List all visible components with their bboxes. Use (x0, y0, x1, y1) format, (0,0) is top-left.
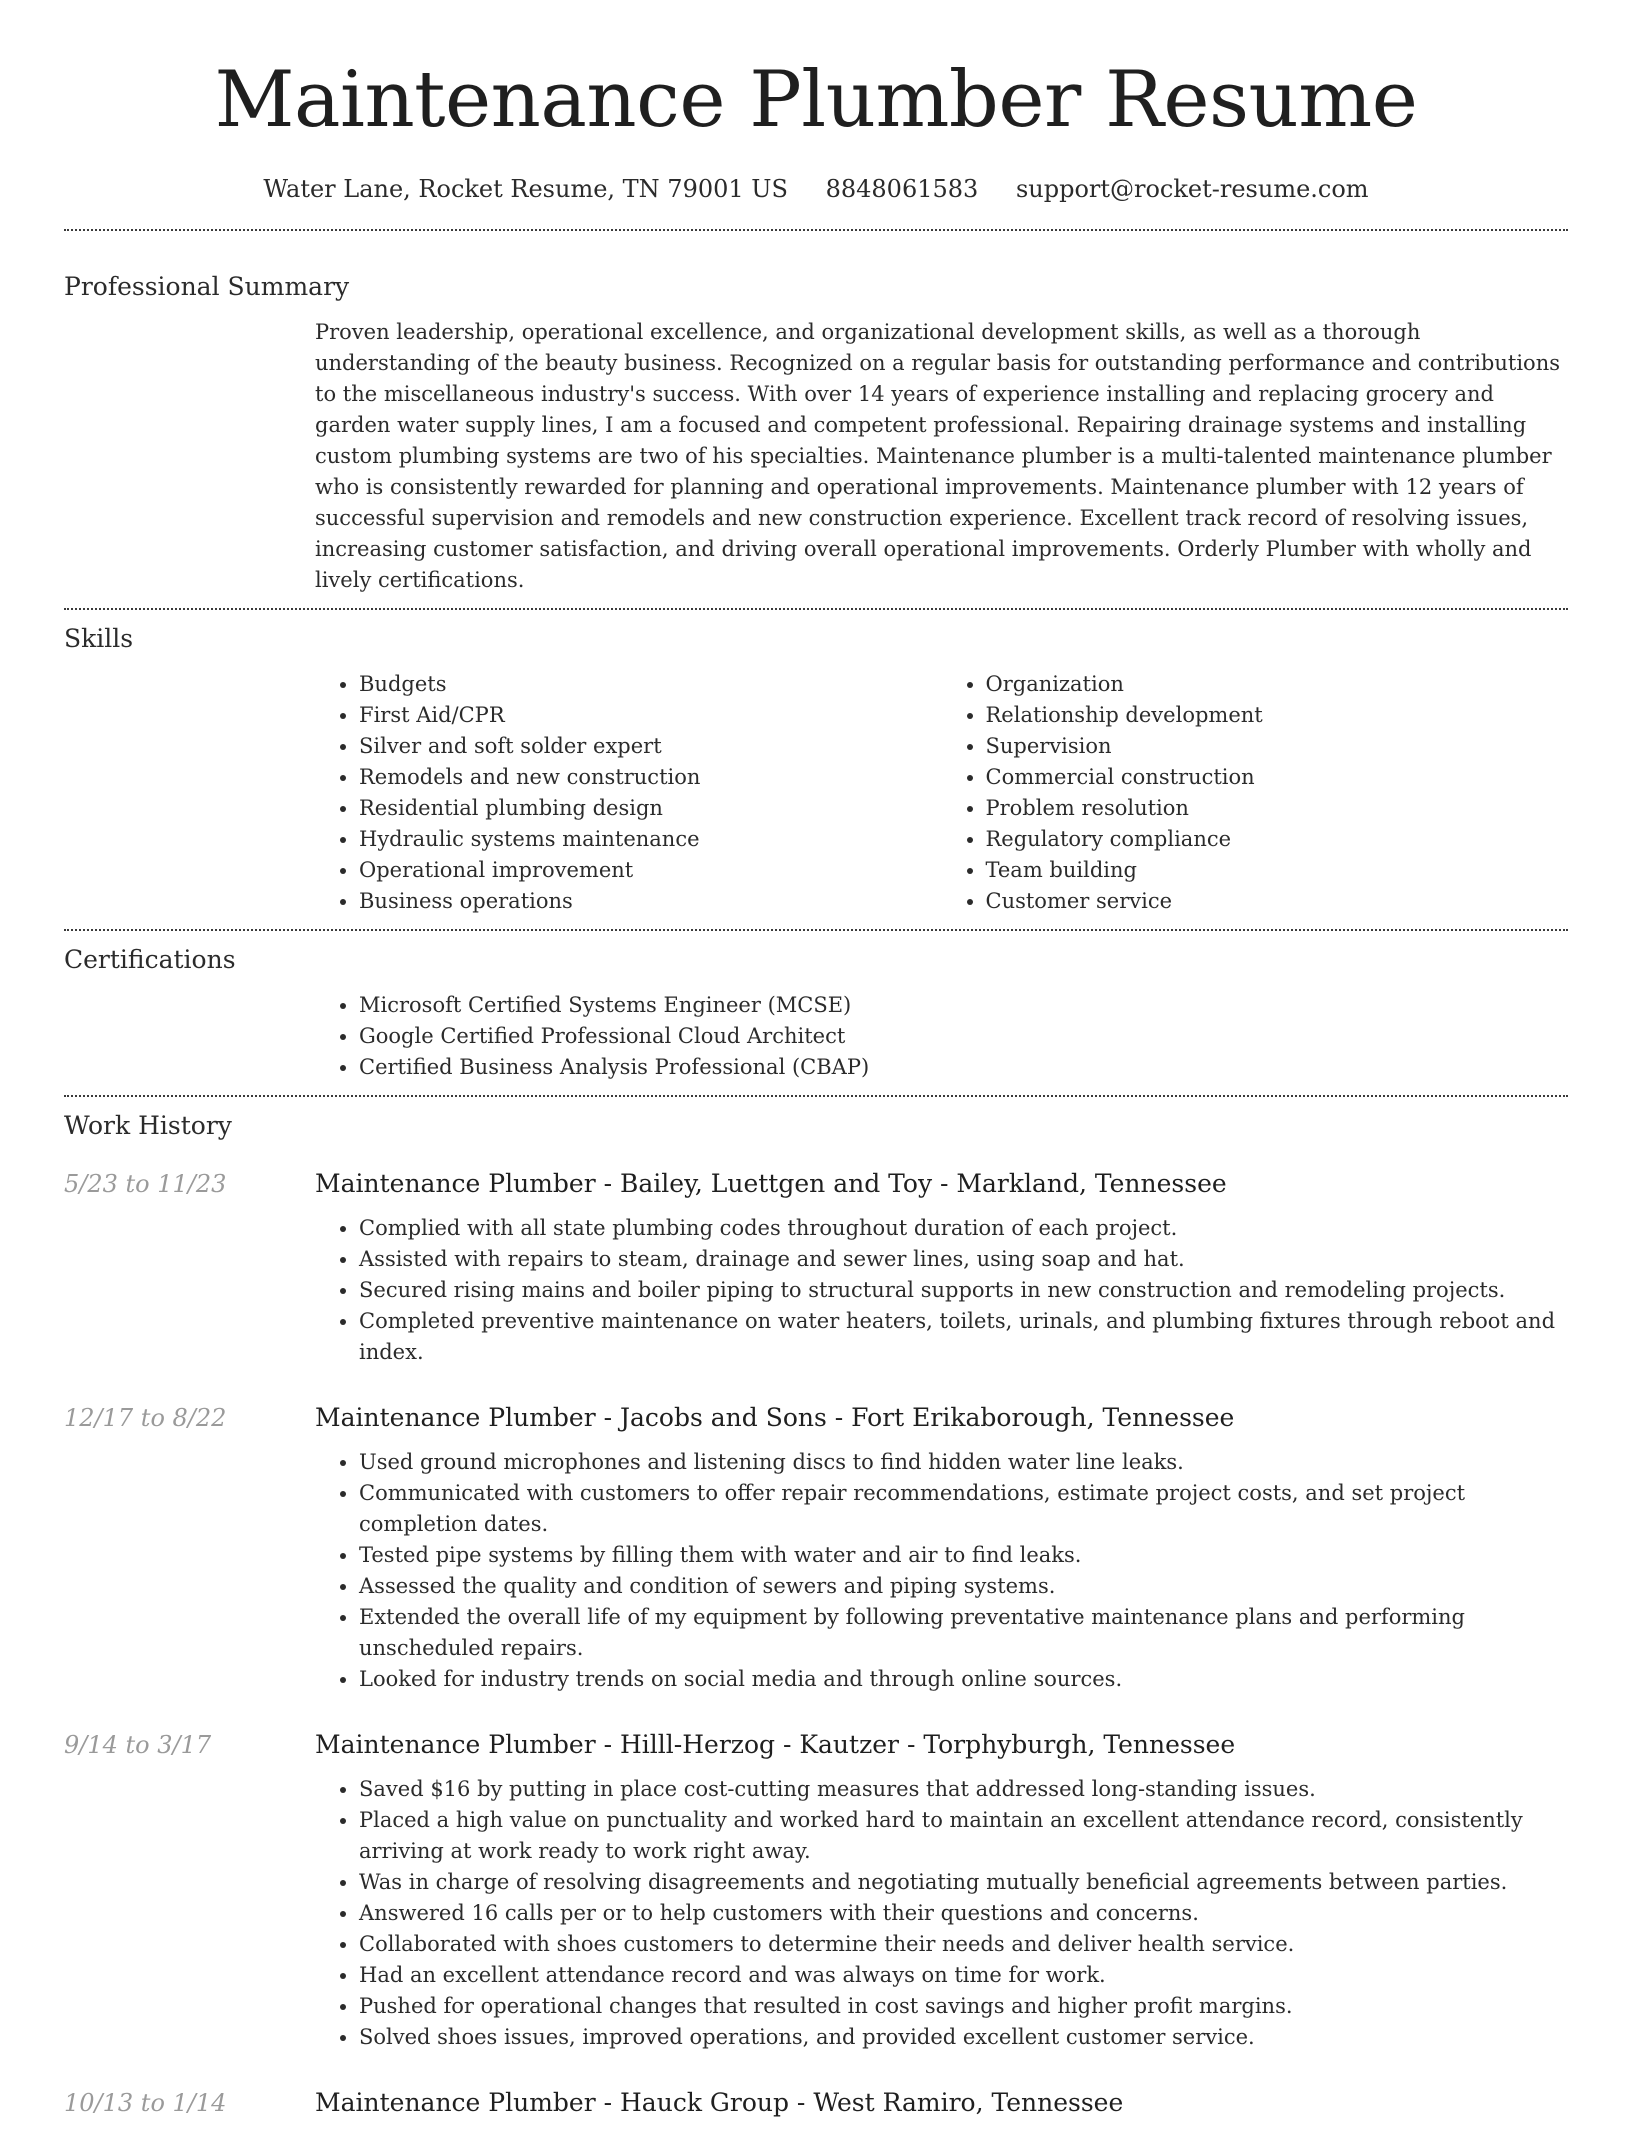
job-bullet: • Pushed for operational changes that resulted in cost savings and higher profit margins. (359, 1991, 1568, 2022)
section-divider (64, 1095, 1568, 1097)
job-entry (64, 1401, 1568, 1695)
certification-item: • Google Certified Professional Cloud Architect (359, 1021, 1568, 1052)
contact-email: support@rocket-resume.com (1015, 175, 1369, 203)
job-dates: 10/13 to 1/14 (64, 2089, 227, 2117)
work-history-heading: Work History (64, 1111, 232, 1140)
job-title: Maintenance Plumber - Bailey, Luettgen and Toy - Markland, Tennessee (315, 1169, 1227, 1198)
skill-item: • Operational improvement (359, 855, 942, 886)
skill-item: • Customer service (986, 886, 1569, 917)
summary-section (64, 270, 1568, 596)
skills-column-left (315, 669, 942, 917)
skills-list (315, 669, 1568, 917)
job-bullet: • Collaborated with shoes customers to determine their needs and deliver health service. (359, 1929, 1568, 1960)
job-dates: 9/14 to 3/17 (64, 1731, 212, 1759)
contact-line (64, 173, 1568, 205)
job-entry (64, 2086, 1568, 2132)
skill-item: • Hydraulic systems maintenance (359, 824, 942, 855)
skill-item: • Regulatory compliance (986, 824, 1569, 855)
skill-item: • Supervision (986, 731, 1569, 762)
resume-title: Maintenance Plumber Resume (214, 55, 1418, 145)
job-bullet: • Completed preventive maintenance on water heaters, toilets, urinals, and plumbing fixtures through reboot and index. (359, 1306, 1568, 1368)
skill-item: • Residential plumbing design (359, 793, 942, 824)
contact-phone: 8848061583 (825, 175, 979, 203)
job-bullet: • Was in charge of resolving disagreements and negotiating mutually beneficial agreements between parties. (359, 1867, 1568, 1898)
job-bullet: • Answered 16 calls per or to help customers with their questions and concerns. (359, 1898, 1568, 1929)
job-entry (64, 1728, 1568, 2053)
work-history-section (64, 1109, 1568, 2132)
job-bullet: • Tested pipe systems by filling them with water and air to find leaks. (359, 1540, 1568, 1571)
job-bullets (315, 1213, 1568, 1368)
job-bullet: • Communicated with customers to offer repair recommendations, estimate project costs, and set project completion dates. (359, 1478, 1568, 1540)
skill-item: • Silver and soft solder expert (359, 731, 942, 762)
job-bullet: • Looked for industry trends on social media and through online sources. (359, 1664, 1568, 1695)
section-divider (64, 608, 1568, 610)
skill-item: • Problem resolution (986, 793, 1569, 824)
certification-item: • Microsoft Certified Systems Engineer (MCSE) (359, 990, 1568, 1021)
job-bullets (315, 1774, 1568, 2053)
certifications-section (64, 943, 1568, 1083)
skill-item: • Budgets (359, 669, 942, 700)
job-bullet: • Complied with all state plumbing codes throughout duration of each project. (359, 1213, 1568, 1244)
skill-item: • Commercial construction (986, 762, 1569, 793)
job-dates: 12/17 to 8/22 (64, 1404, 227, 1432)
certifications-heading: Certifications (64, 945, 236, 974)
job-title: Maintenance Plumber - Hauck Group - West Ramiro, Tennessee (315, 2088, 1124, 2117)
job-bullet: • Assessed the quality and condition of sewers and piping systems. (359, 1571, 1568, 1602)
job-bullet: • Saved $16 by putting in place cost-cutting measures that addressed long-standing issues. (359, 1774, 1568, 1805)
contact-address: Water Lane, Rocket Resume, TN 79001 US (263, 175, 788, 203)
skills-section (64, 622, 1568, 917)
job-bullet: • Secured rising mains and boiler piping to structural supports in new construction and remodeling projects. (359, 1275, 1568, 1306)
skill-item: • Organization (986, 669, 1569, 700)
job-title: Maintenance Plumber - Hilll-Herzog - Kautzer - Torphyburgh, Tennessee (315, 1730, 1236, 1759)
job-bullet: • Solved shoes issues, improved operations, and provided excellent customer service. (359, 2022, 1568, 2053)
job-dates: 5/23 to 11/23 (64, 1170, 227, 1198)
job-bullet: • Extended the overall life of my equipment by following preventative maintenance plans and performing unscheduled repairs. (359, 1602, 1568, 1664)
summary-heading: Professional Summary (64, 272, 350, 301)
job-title: Maintenance Plumber - Jacobs and Sons - Fort Erikaborough, Tennessee (315, 1403, 1235, 1432)
section-divider (64, 229, 1568, 231)
job-entry (64, 1167, 1568, 1368)
job-bullet: • Had an excellent attendance record and was always on time for work. (359, 1960, 1568, 1991)
skills-heading: Skills (64, 624, 134, 653)
certification-item: • Certified Business Analysis Professional (CBAP) (359, 1052, 1568, 1083)
resume-page (64, 0, 1568, 2132)
skill-item: • Relationship development (986, 700, 1569, 731)
certifications-list (315, 990, 1568, 1083)
skill-item: • Remodels and new construction (359, 762, 942, 793)
skill-item: • Team building (986, 855, 1569, 886)
skills-column-right (942, 669, 1569, 917)
skill-item: • Business operations (359, 886, 942, 917)
section-divider (64, 929, 1568, 931)
job-bullet: • Assisted with repairs to steam, drainage and sewer lines, using soap and hat. (359, 1244, 1568, 1275)
summary-text: Proven leadership, operational excellence, and organizational development skills, as well as a thorough understanding of the beauty business. Recognized on a regular basis for outstanding performance and contributions to the miscellaneous industry's success. With over 14 years of experience installing and replacing grocery and garden water supply lines, I am a focused and competent professional. Repairing drainage systems and installing custom plumbing systems are two of his specialties. Maintenance plumber is a multi-talented maintenance plumber who is consistently rewarded for planning and operational improvements. Maintenance plumber with 12 years of successful supervision and remodels and new construction experience. Excellent track record of resolving issues, increasing customer satisfaction, and driving overall operational improvements. Orderly Plumber with wholly and lively certifications. (315, 320, 1560, 592)
job-bullet: • Used ground microphones and listening discs to find hidden water line leaks. (359, 1447, 1568, 1478)
skill-item: • First Aid/CPR (359, 700, 942, 731)
job-bullet: • Placed a high value on punctuality and worked hard to maintain an excellent attendance record, consistently arriving at work ready to work right away. (359, 1805, 1568, 1867)
job-bullets (315, 1447, 1568, 1695)
